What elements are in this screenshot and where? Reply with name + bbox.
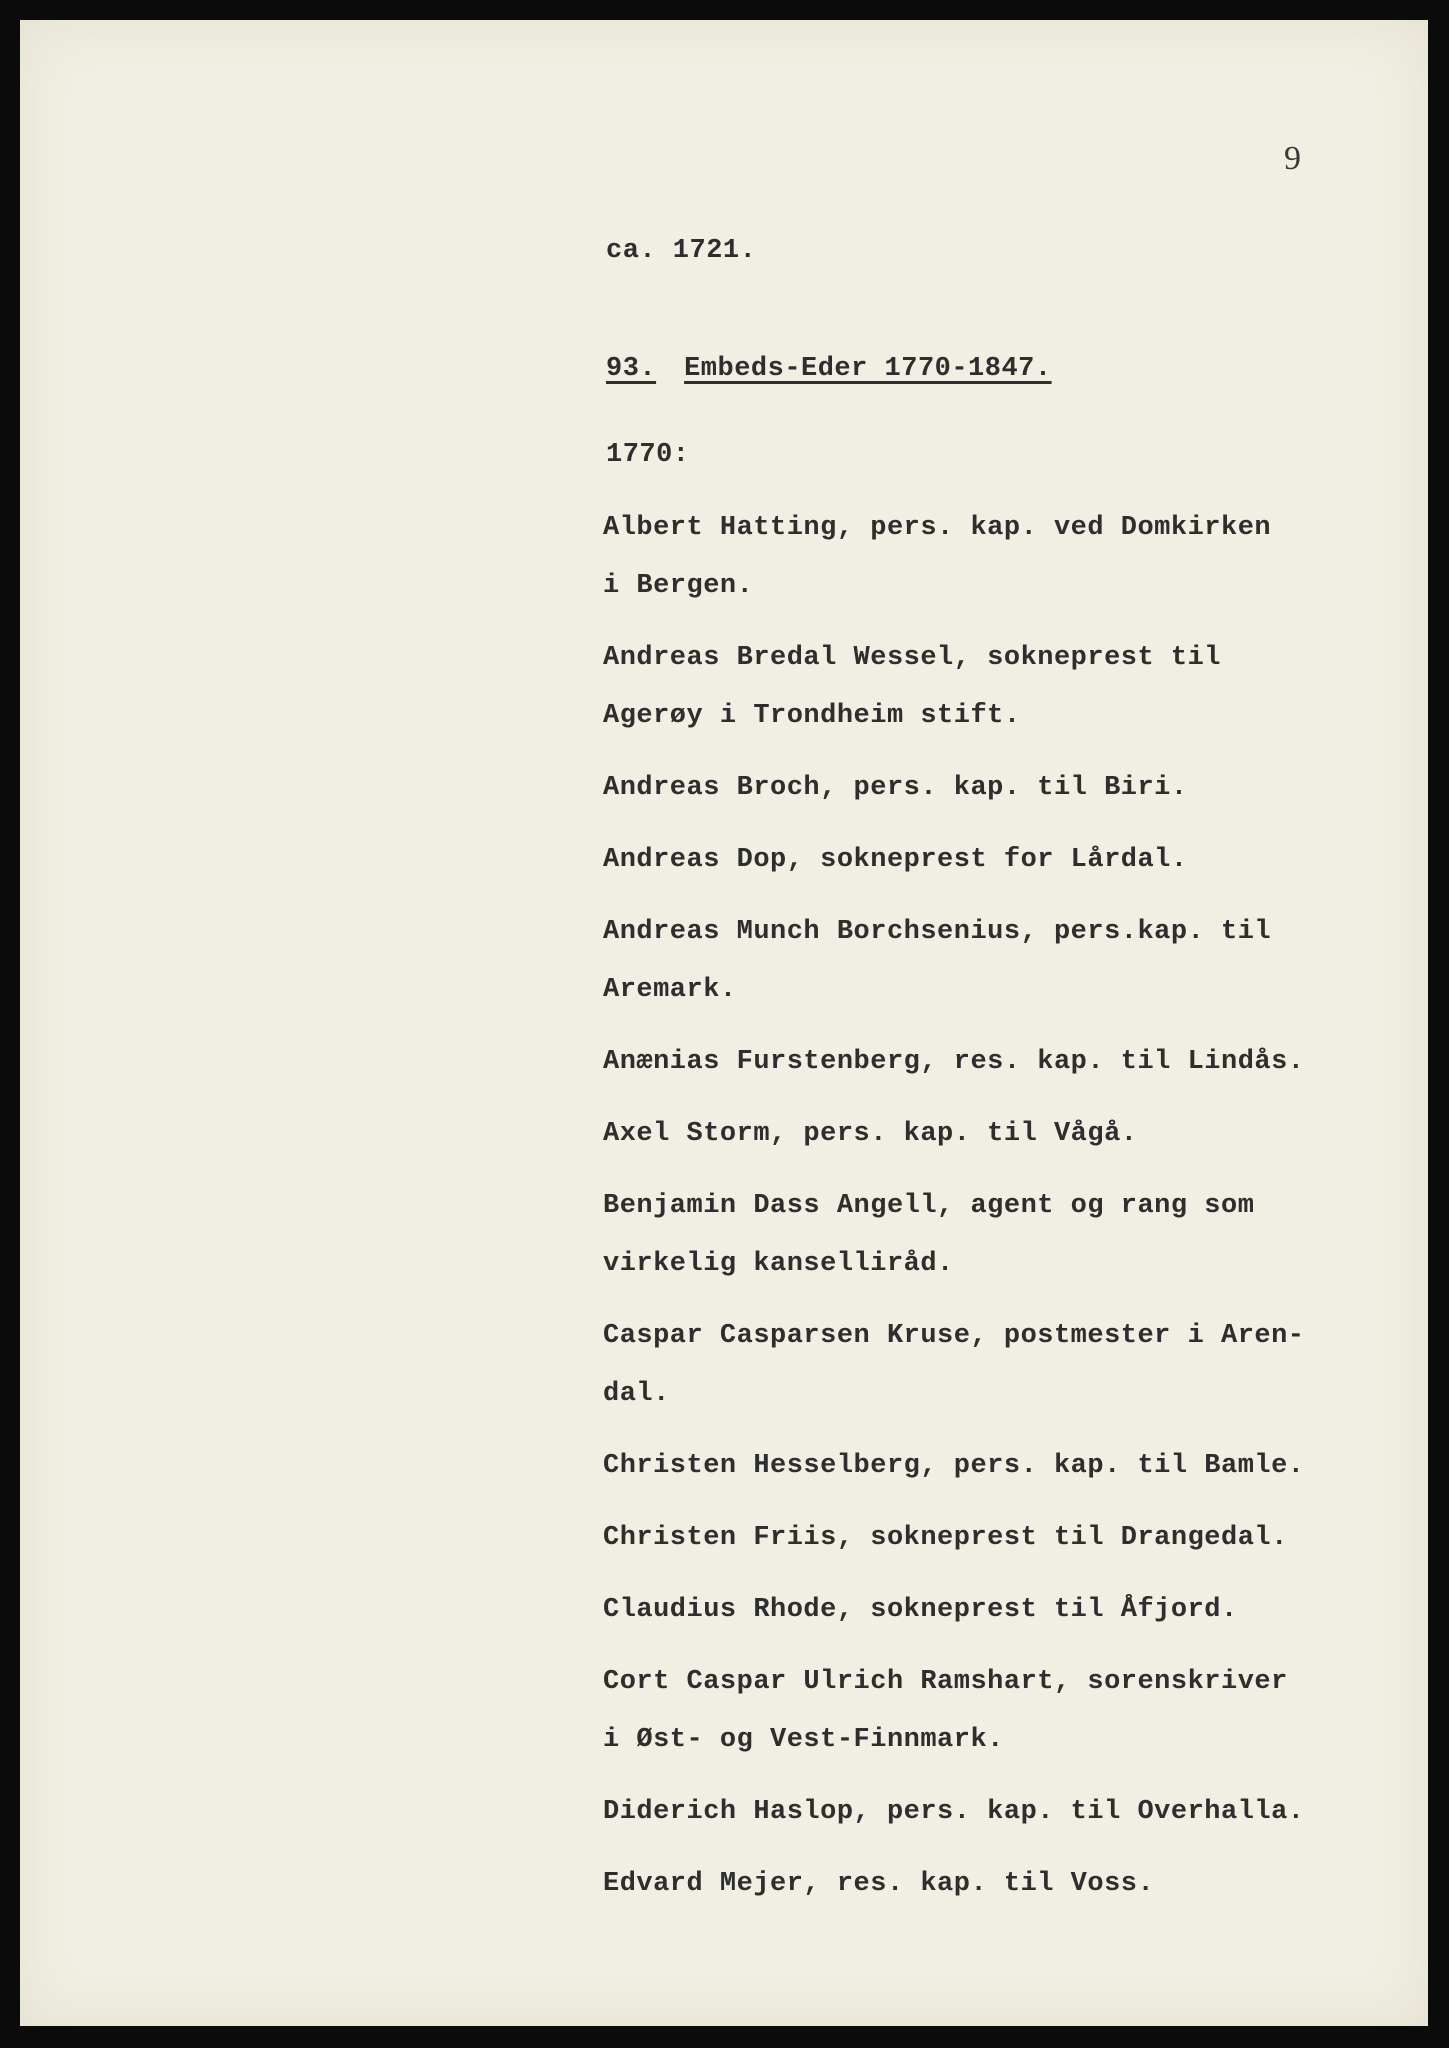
entry-line: Claudius Rhode, sokneprest til Åfjord. [603,1595,1238,1625]
entry-line: Caspar Casparsen Kruse, postmester i Aren- [603,1321,1305,1351]
list-item [603,914,1363,1044]
entry-line: Benjamin Dass Angell, agent og rang som [603,1191,1255,1221]
list-item [603,1520,1363,1592]
section-number: 93. [606,354,657,384]
entry-line: Andreas Dop, sokneprest for Lårdal. [603,845,1188,875]
entry-line: dal. [603,1379,670,1409]
entry-line: Diderich Haslop, pers. kap. til Overhalla. [603,1797,1305,1827]
preface-line: ca. 1721. [606,236,757,266]
entry-list [603,510,1363,1938]
entry-line: Christen Hesselberg, pers. kap. til Bamle. [603,1451,1305,1481]
list-item [603,1188,1363,1318]
list-item [603,1044,1363,1116]
list-item [603,1866,1363,1938]
entry-line: i Bergen. [603,571,754,601]
list-item [603,510,1363,640]
list-item [603,1664,1363,1794]
entry-line: Andreas Bredal Wessel, sokneprest til [603,643,1221,673]
list-item [603,1116,1363,1188]
list-item [603,640,1363,770]
entry-line: Agerøy i Trondheim stift. [603,701,1021,731]
list-item [603,1318,1363,1448]
entry-line: virkelig kanselliråd. [603,1249,954,1279]
entry-line: Anænias Furstenberg, res. kap. til Lindås. [603,1047,1305,1077]
entry-line: Albert Hatting, pers. kap. ved Domkirken [603,513,1272,543]
entry-line: Edvard Mejer, res. kap. til Voss. [603,1869,1155,1899]
entry-line: Andreas Broch, pers. kap. til Biri. [603,773,1188,803]
list-item [603,770,1363,842]
section-title: Embeds-Eder 1770-1847. [684,354,1052,384]
entry-line: Cort Caspar Ulrich Ramshart, sorenskriver [603,1667,1288,1697]
entry-line: Axel Storm, pers. kap. til Vågå. [603,1119,1138,1149]
year-label: 1770: [606,440,690,470]
list-item [603,1448,1363,1520]
entry-line: Andreas Munch Borchsenius, pers.kap. til [603,917,1272,947]
entry-line: Christen Friis, sokneprest til Drangedal. [603,1523,1288,1553]
list-item [603,1794,1363,1866]
list-item [603,1592,1363,1664]
entry-line: i Øst- og Vest-Finnmark. [603,1725,1004,1755]
entry-line: Aremark. [603,975,737,1005]
list-item [603,842,1363,914]
section-heading [606,354,1052,384]
page-number: 9 [1284,140,1301,177]
